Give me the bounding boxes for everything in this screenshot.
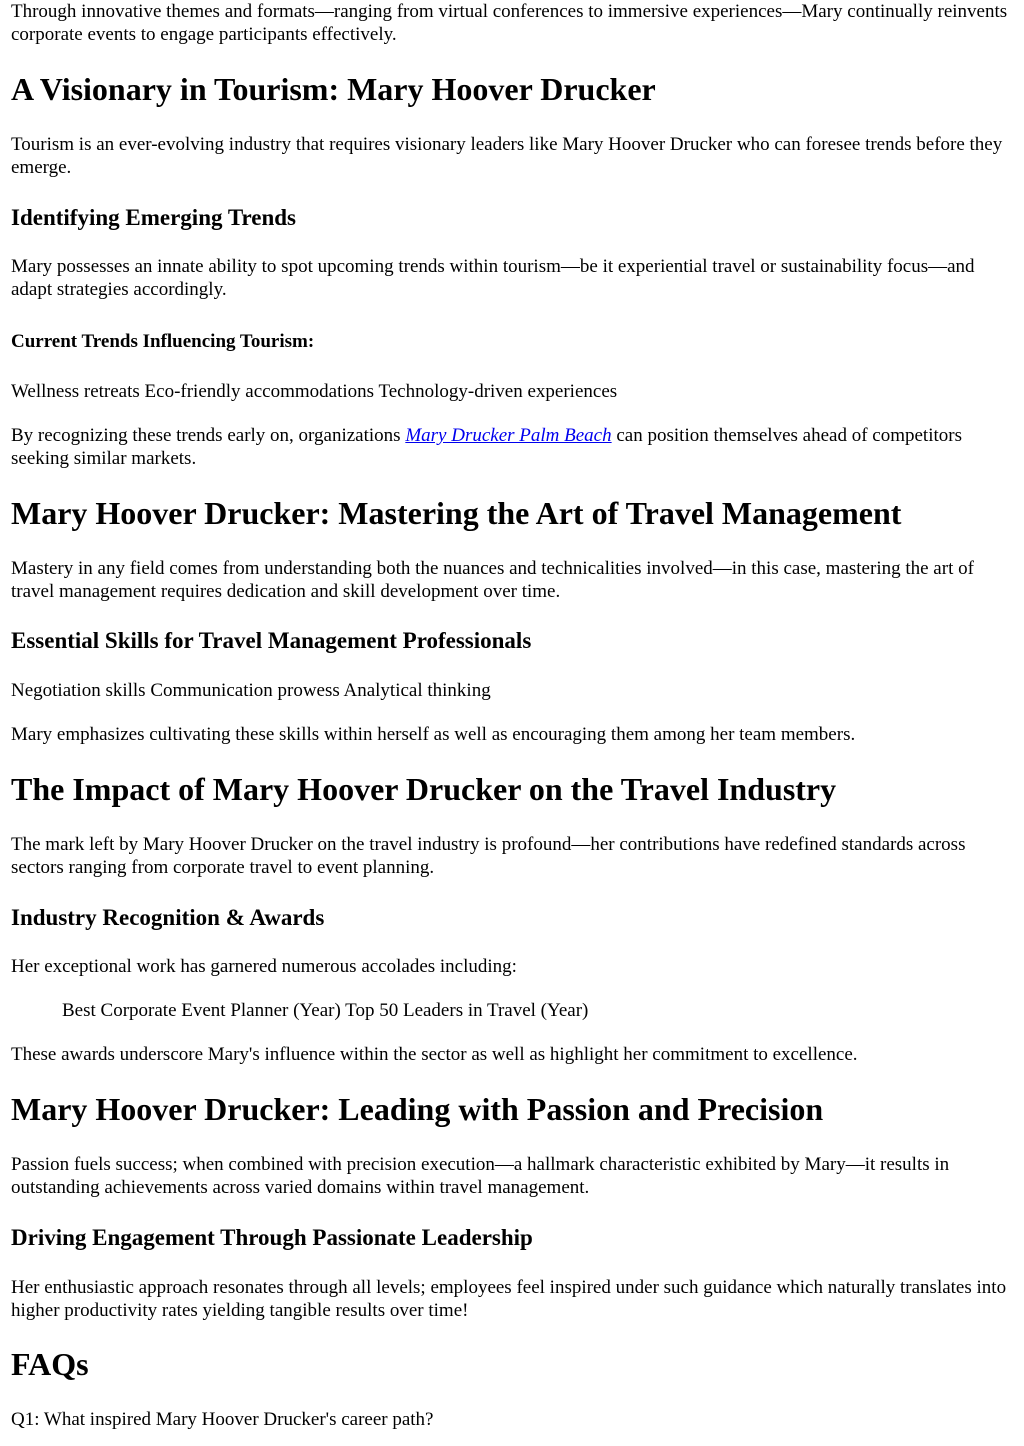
subheading-current-trends: Current Trends Influencing Tourism: [11, 331, 315, 352]
subheading-engagement: Driving Engagement Through Passionate Leadership [11, 1225, 533, 1250]
awards-intro: Her exceptional work has garnered numerous accolades including: [11, 956, 517, 977]
current-trends-list: Wellness retreats Eco-friendly accommodations Technology-driven experiences [11, 381, 618, 402]
mastering-paragraph: Mastery in any field comes from understanding both the nuances and technicalities involved—in this case, mastering the art of travel management requires dedication and skill development over time. [11, 558, 974, 602]
recognizing-text-after: can position themselves ahead of competitors seeking similar markets. [11, 425, 962, 469]
subheading-awards: Industry Recognition & Awards [11, 905, 325, 930]
awards-paragraph: These awards underscore Mary's influence within the sector as well as highlight her commitment to excellence. [11, 1044, 858, 1065]
section-heading-passion: Mary Hoover Drucker: Leading with Passion and Precision [11, 1091, 824, 1127]
intro-paragraph: Through innovative themes and formats—ranging from virtual conferences to immersive experiences—Mary continually reinvents corporate events to engage participants effectively. [11, 1, 1008, 45]
passion-paragraph: Passion fuels success; when combined with precision execution—a hallmark characteristic exhibited by Mary—it results in outstanding achievements across varied domains within travel management. [11, 1154, 950, 1198]
faq-question-1: Q1: What inspired Mary Hoover Drucker's career path? [11, 1409, 434, 1430]
section-heading-visionary: A Visionary in Tourism: Mary Hoover Drucker [11, 71, 656, 107]
section-heading-mastering: Mary Hoover Drucker: Mastering the Art of Travel Management [11, 495, 902, 531]
skills-paragraph: Mary emphasizes cultivating these skills within herself as well as encouraging them among her team members. [11, 724, 856, 745]
visionary-paragraph: Tourism is an ever-evolving industry that requires visionary leaders like Mary Hoover Drucker who can foresee trends before they emerge. [11, 134, 1003, 178]
recognizing-text-before: By recognizing these trends early on, organizations [11, 425, 406, 446]
impact-paragraph: The mark left by Mary Hoover Drucker on the travel industry is profound—her contributions have redefined standards across sectors ranging from corporate travel to event planning. [11, 834, 966, 878]
section-heading-faqs: FAQs [11, 1346, 89, 1382]
mary-drucker-palm-beach-link[interactable]: Mary Drucker Palm Beach [405, 425, 612, 446]
section-heading-impact: The Impact of Mary Hoover Drucker on the Travel Industry [11, 771, 837, 807]
recognizing-paragraph [11, 424, 1016, 470]
skills-list: Negotiation skills Communication prowess Analytical thinking [11, 680, 491, 701]
trends-paragraph: Mary possesses an innate ability to spot upcoming trends within tourism—be it experiential travel or sustainability focus—and adapt strategies accordingly. [11, 256, 975, 300]
engagement-paragraph: Her enthusiastic approach resonates through all levels; employees feel inspired under such guidance which naturally translates into higher productivity rates yielding tangible results over time! [11, 1277, 1007, 1321]
awards-list: Best Corporate Event Planner (Year) Top 50 Leaders in Travel (Year) [62, 1000, 589, 1021]
subheading-essential-skills: Essential Skills for Travel Management Professionals [11, 628, 532, 653]
subheading-emerging-trends: Identifying Emerging Trends [11, 205, 296, 230]
